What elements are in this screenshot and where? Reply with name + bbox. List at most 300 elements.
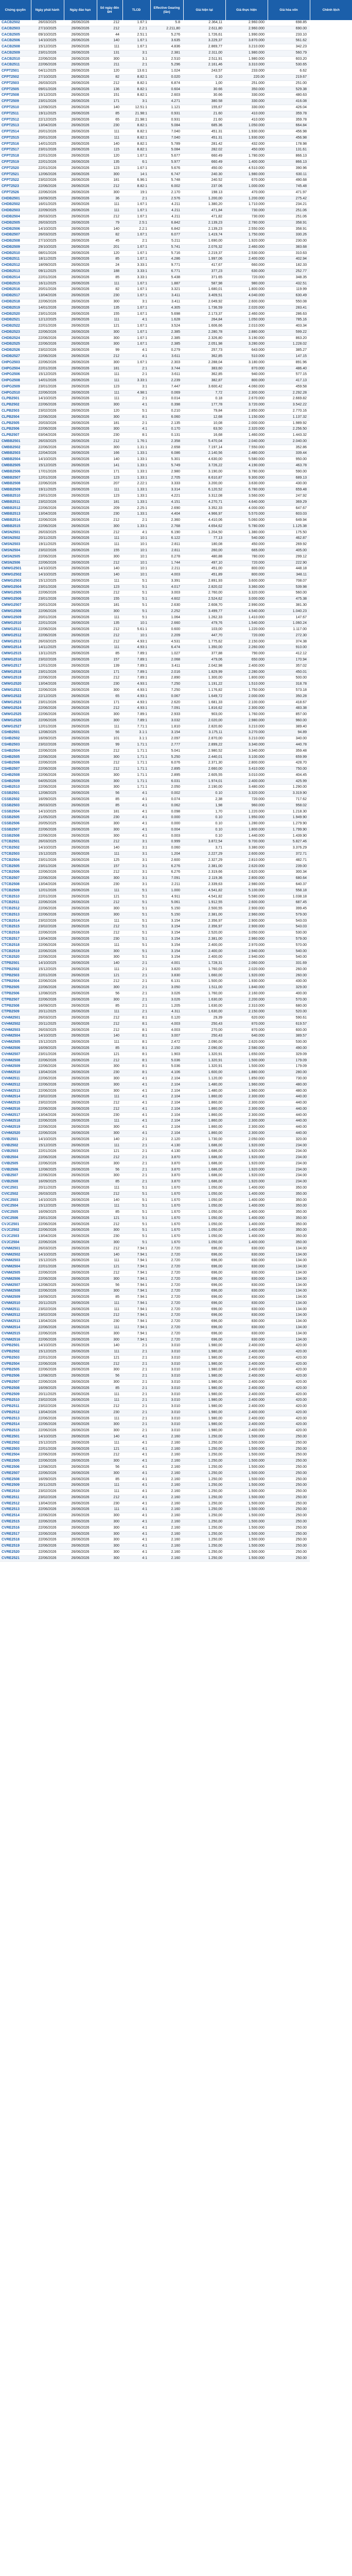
cell-breakeven-price: 570.00 — [268, 942, 310, 948]
table-row[interactable] — [0, 955, 352, 961]
table-row[interactable] — [0, 1477, 352, 1483]
table-row[interactable] — [0, 621, 352, 627]
table-row[interactable] — [0, 190, 352, 196]
cell-days-to-maturity: 300 — [97, 1544, 122, 1550]
table-row[interactable] — [0, 317, 352, 324]
table-row[interactable] — [0, 184, 352, 190]
table-row[interactable] — [0, 1525, 352, 1531]
table-row[interactable] — [0, 627, 352, 633]
table-row[interactable] — [0, 1222, 352, 1228]
table-row[interactable] — [0, 44, 352, 50]
table-row[interactable] — [0, 675, 352, 682]
header-cell-effective-gearing[interactable]: Effective Gearing (lần) — [150, 0, 183, 20]
table-row[interactable] — [0, 269, 352, 275]
table-row[interactable] — [0, 1143, 352, 1149]
table-row[interactable] — [0, 1046, 352, 1052]
table-row[interactable] — [0, 208, 352, 214]
table-row[interactable] — [0, 469, 352, 475]
table-row[interactable] — [0, 275, 352, 281]
table-row[interactable] — [0, 815, 352, 821]
table-row[interactable] — [0, 1033, 352, 1040]
header-cell-breakeven-price[interactable]: Giá hòa vốn — [268, 0, 310, 20]
table-row[interactable] — [0, 129, 352, 135]
table-row[interactable] — [0, 147, 352, 154]
table-row[interactable] — [0, 687, 352, 693]
header-cell-maturity-date[interactable]: Ngày đáo hạn — [64, 0, 97, 20]
table-row[interactable] — [0, 1422, 352, 1428]
table-row[interactable] — [0, 548, 352, 554]
table-row[interactable] — [0, 1470, 352, 1477]
table-row[interactable] — [0, 141, 352, 147]
cell-current-price: 362,85 — [183, 353, 225, 360]
table-row[interactable] — [0, 384, 352, 390]
table-row[interactable] — [0, 396, 352, 402]
table-row[interactable] — [0, 1410, 352, 1416]
table-row[interactable] — [0, 38, 352, 44]
table-row[interactable] — [0, 1118, 352, 1125]
table-row[interactable] — [0, 87, 352, 93]
table-row[interactable] — [0, 329, 352, 335]
table-row[interactable] — [0, 372, 352, 378]
table-row[interactable] — [0, 603, 352, 609]
table-row[interactable] — [0, 1015, 352, 1022]
cell-breakeven-price: 420.00 — [268, 1367, 310, 1374]
table-row[interactable] — [0, 1003, 352, 1009]
table-row[interactable] — [0, 154, 352, 160]
cell-warrant-code: CVIB2502 — [0, 1143, 31, 1149]
table-row[interactable] — [0, 99, 352, 105]
table-row[interactable] — [0, 463, 352, 469]
table-row[interactable] — [0, 712, 352, 718]
table-row[interactable] — [0, 172, 352, 178]
cell-effective-gearing: 5.716 — [150, 250, 183, 257]
table-row[interactable] — [0, 633, 352, 639]
table-row[interactable] — [0, 481, 352, 487]
table-row[interactable] — [0, 597, 352, 603]
table-row[interactable] — [0, 967, 352, 973]
table-row[interactable] — [0, 214, 352, 221]
table-row[interactable] — [0, 1380, 352, 1386]
table-row[interactable] — [0, 906, 352, 912]
table-row[interactable] — [0, 1058, 352, 1064]
table-row[interactable] — [0, 1549, 352, 1555]
table-row[interactable] — [0, 50, 352, 56]
table-row[interactable] — [0, 924, 352, 930]
table-row[interactable] — [0, 1361, 352, 1367]
table-row[interactable] — [0, 1252, 352, 1258]
table-row[interactable] — [0, 718, 352, 724]
table-row[interactable] — [0, 512, 352, 518]
table-row[interactable] — [0, 451, 352, 457]
table-row[interactable] — [0, 324, 352, 330]
table-row[interactable] — [0, 93, 352, 99]
table-row[interactable] — [0, 1210, 352, 1216]
table-row[interactable] — [0, 1112, 352, 1118]
table-row[interactable] — [0, 1155, 352, 1161]
header-cell-exercise-price[interactable]: Giá thực hiện — [225, 0, 268, 20]
table-row[interactable] — [0, 682, 352, 688]
table-row[interactable] — [0, 578, 352, 584]
table-row[interactable] — [0, 232, 352, 239]
table-row[interactable] — [0, 390, 352, 396]
table-row[interactable] — [0, 475, 352, 481]
table-row[interactable] — [0, 420, 352, 427]
table-row[interactable] — [0, 1167, 352, 1173]
table-row[interactable] — [0, 505, 352, 512]
table-row[interactable] — [0, 360, 352, 366]
table-row[interactable] — [0, 287, 352, 293]
table-row[interactable] — [0, 839, 352, 845]
table-row[interactable] — [0, 366, 352, 372]
table-row[interactable] — [0, 56, 352, 62]
table-row[interactable] — [0, 1052, 352, 1058]
header-cell-difference[interactable]: Chênh lệch — [310, 0, 352, 20]
table-row[interactable] — [0, 263, 352, 269]
table-row[interactable] — [0, 1258, 352, 1264]
table-row[interactable] — [0, 80, 352, 87]
table-row[interactable] — [0, 1100, 352, 1107]
table-row[interactable] — [0, 1355, 352, 1361]
table-row[interactable] — [0, 748, 352, 754]
table-row[interactable] — [0, 1130, 352, 1137]
header-cell-issue-date[interactable]: Ngày phát hành — [31, 0, 64, 20]
table-row[interactable] — [0, 353, 352, 360]
cell-breakeven-price: 299.12 — [268, 554, 310, 560]
table-row[interactable] — [0, 487, 352, 494]
table-row[interactable] — [0, 1282, 352, 1289]
table-row[interactable] — [0, 1446, 352, 1452]
table-row[interactable] — [0, 797, 352, 803]
table-row[interactable] — [0, 645, 352, 651]
cell-warrant-code: CVIC2502 — [0, 1191, 31, 1197]
table-row[interactable] — [0, 1392, 352, 1398]
table-row[interactable] — [0, 1246, 352, 1252]
cell-issue-date: 22/06/2026 — [31, 560, 64, 566]
cell-effective-gearing: 6.002 — [150, 184, 183, 190]
table-row[interactable] — [0, 402, 352, 409]
table-row[interactable] — [0, 1367, 352, 1374]
table-row[interactable] — [0, 1276, 352, 1282]
table-row[interactable] — [0, 414, 352, 420]
table-row[interactable] — [0, 948, 352, 955]
table-row[interactable] — [0, 1495, 352, 1501]
table-row[interactable] — [0, 530, 352, 536]
table-row[interactable] — [0, 257, 352, 263]
table-row[interactable] — [0, 1464, 352, 1470]
table-row[interactable] — [0, 1185, 352, 1192]
table-row[interactable] — [0, 1027, 352, 1033]
table-row[interactable] — [0, 1009, 352, 1015]
table-row[interactable] — [0, 111, 352, 117]
table-row[interactable] — [0, 669, 352, 675]
table-row[interactable] — [0, 1191, 352, 1197]
table-row[interactable] — [0, 135, 352, 141]
table-row[interactable] — [0, 1519, 352, 1525]
table-row[interactable] — [0, 985, 352, 991]
table-row[interactable] — [0, 1440, 352, 1446]
table-row[interactable] — [0, 1228, 352, 1234]
table-row[interactable] — [0, 754, 352, 760]
table-row[interactable] — [0, 1513, 352, 1519]
table-row[interactable] — [0, 724, 352, 730]
table-row[interactable] — [0, 566, 352, 572]
table-row[interactable] — [0, 1544, 352, 1550]
table-row[interactable] — [0, 615, 352, 621]
table-row[interactable] — [0, 1149, 352, 1155]
table-row[interactable] — [0, 572, 352, 579]
table-row[interactable] — [0, 1173, 352, 1179]
cell-warrant-code: CVPB2507 — [0, 1380, 31, 1386]
table-row[interactable] — [0, 457, 352, 463]
table-row[interactable] — [0, 281, 352, 287]
table-row[interactable] — [0, 1076, 352, 1082]
table-row[interactable] — [0, 1264, 352, 1270]
table-row[interactable] — [0, 900, 352, 906]
table-row[interactable] — [0, 833, 352, 839]
table-row[interactable] — [0, 32, 352, 38]
table-row[interactable] — [0, 912, 352, 918]
cell-warrant-code: CTCB2508 — [0, 882, 31, 888]
cell-maturity-date: 26/06/2026 — [64, 433, 97, 439]
table-row[interactable] — [0, 438, 352, 445]
table-row[interactable] — [0, 178, 352, 184]
table-row[interactable] — [0, 778, 352, 785]
table-row[interactable] — [0, 1349, 352, 1355]
table-row[interactable] — [0, 1234, 352, 1240]
cell-effective-gearing: 4.151 — [150, 499, 183, 505]
table-row[interactable] — [0, 870, 352, 876]
table-row[interactable] — [0, 785, 352, 791]
table-row[interactable] — [0, 1428, 352, 1434]
table-row[interactable] — [0, 1337, 352, 1343]
table-row[interactable] — [0, 1106, 352, 1112]
cell-breakeven-price: 540.00 — [268, 955, 310, 961]
table-row[interactable] — [0, 409, 352, 415]
table-row[interactable] — [0, 117, 352, 123]
table-row[interactable] — [0, 1082, 352, 1088]
table-row[interactable] — [0, 499, 352, 505]
table-row[interactable] — [0, 445, 352, 451]
table-row[interactable] — [0, 1137, 352, 1143]
table-row[interactable] — [0, 1240, 352, 1246]
cell-breakeven-price: 134.00 — [268, 1337, 310, 1343]
cell-current-price: 180,08 — [183, 542, 225, 548]
table-row[interactable] — [0, 1331, 352, 1337]
table-row[interactable] — [0, 736, 352, 742]
table-row[interactable] — [0, 590, 352, 597]
table-row[interactable] — [0, 876, 352, 882]
cell-conversion-ratio: 8:1 — [122, 1064, 150, 1070]
table-row[interactable] — [0, 299, 352, 305]
table-row[interactable] — [0, 1416, 352, 1422]
cell-effective-gearing: 5.036 — [150, 1064, 183, 1070]
table-row[interactable] — [0, 706, 352, 712]
table-row[interactable] — [0, 196, 352, 202]
table-row[interactable] — [0, 894, 352, 900]
table-row[interactable] — [0, 608, 352, 615]
table-row[interactable] — [0, 1434, 352, 1440]
table-row[interactable] — [0, 1289, 352, 1295]
table-row[interactable] — [0, 1161, 352, 1167]
table-row[interactable] — [0, 69, 352, 75]
table-row[interactable] — [0, 226, 352, 232]
table-row[interactable] — [0, 1307, 352, 1313]
table-row[interactable] — [0, 1313, 352, 1319]
header-cell-current-price[interactable]: Giá hiện tại — [183, 0, 225, 20]
table-row[interactable] — [0, 1343, 352, 1349]
cell-conversion-ratio: 2:1 — [122, 1173, 150, 1179]
cell-current-price: 2.500,55 — [183, 906, 225, 912]
cell-exercise-price: 1.400.000 — [225, 1204, 268, 1210]
table-row[interactable] — [0, 123, 352, 129]
table-row[interactable] — [0, 311, 352, 317]
table-row[interactable] — [0, 542, 352, 548]
cell-warrant-code: CFPT2523 — [0, 184, 31, 190]
table-row[interactable] — [0, 730, 352, 736]
table-row[interactable] — [0, 518, 352, 524]
table-row[interactable] — [0, 930, 352, 937]
table-row[interactable] — [0, 1197, 352, 1204]
cell-maturity-date: 26/06/2026 — [64, 845, 97, 852]
table-row[interactable] — [0, 536, 352, 542]
cell-days-to-maturity: 300 — [97, 1519, 122, 1525]
table-row[interactable] — [0, 1125, 352, 1131]
table-row[interactable] — [0, 1070, 352, 1076]
table-row[interactable] — [0, 973, 352, 979]
table-row[interactable] — [0, 991, 352, 997]
table-row[interactable] — [0, 651, 352, 657]
table-row[interactable] — [0, 767, 352, 773]
table-row[interactable] — [0, 378, 352, 384]
table-row[interactable] — [0, 427, 352, 433]
table-row[interactable] — [0, 1204, 352, 1210]
cell-maturity-date: 26/06/2026 — [64, 129, 97, 135]
table-row[interactable] — [0, 918, 352, 924]
table-row[interactable] — [0, 791, 352, 797]
table-row[interactable] — [0, 1483, 352, 1489]
table-row[interactable] — [0, 942, 352, 948]
table-row[interactable] — [0, 1385, 352, 1392]
cell-warrant-code: CSHB2508 — [0, 772, 31, 778]
table-row[interactable] — [0, 293, 352, 299]
table-row[interactable] — [0, 62, 352, 69]
table-row[interactable] — [0, 348, 352, 354]
table-row[interactable] — [0, 20, 352, 26]
table-row[interactable] — [0, 997, 352, 1003]
table-row[interactable] — [0, 961, 352, 967]
cell-days-to-maturity: 300 — [97, 833, 122, 839]
table-row[interactable] — [0, 772, 352, 778]
table-row[interactable] — [0, 433, 352, 439]
table-row[interactable] — [0, 803, 352, 809]
header-cell-days-to-maturity[interactable]: Số ngày đến ĐH — [97, 0, 122, 20]
table-row[interactable] — [0, 165, 352, 172]
cell-conversion-ratio: 10:1 — [122, 536, 150, 542]
table-row[interactable] — [0, 1300, 352, 1307]
table-row[interactable] — [0, 1215, 352, 1222]
table-row[interactable] — [0, 1452, 352, 1459]
cell-breakeven-price: 857.00 — [268, 712, 310, 718]
table-row[interactable] — [0, 1537, 352, 1544]
table-row[interactable] — [0, 1064, 352, 1070]
table-row[interactable] — [0, 639, 352, 645]
table-row[interactable] — [0, 1459, 352, 1465]
table-row[interactable] — [0, 1374, 352, 1380]
table-row[interactable] — [0, 1295, 352, 1301]
cell-breakeven-price: 482.71 — [268, 857, 310, 863]
table-row[interactable] — [0, 1507, 352, 1513]
table-row[interactable] — [0, 742, 352, 748]
table-row[interactable] — [0, 554, 352, 560]
table-row[interactable] — [0, 244, 352, 250]
table-row[interactable] — [0, 1531, 352, 1537]
table-row[interactable] — [0, 1040, 352, 1046]
table-row[interactable] — [0, 342, 352, 348]
table-row[interactable] — [0, 852, 352, 858]
table-row[interactable] — [0, 863, 352, 870]
table-row[interactable] — [0, 1021, 352, 1027]
table-row[interactable] — [0, 827, 352, 833]
table-row[interactable] — [0, 523, 352, 530]
table-row[interactable] — [0, 159, 352, 165]
table-row[interactable] — [0, 1325, 352, 1331]
table-row[interactable] — [0, 845, 352, 852]
table-row[interactable] — [0, 335, 352, 342]
table-row[interactable] — [0, 1501, 352, 1507]
table-row[interactable] — [0, 75, 352, 81]
table-row[interactable] — [0, 105, 352, 111]
table-row[interactable] — [0, 888, 352, 894]
header-cell-conversion-ratio[interactable]: TLCĐ — [122, 0, 150, 20]
cell-maturity-date: 26/06/2026 — [64, 226, 97, 232]
table-row[interactable] — [0, 1088, 352, 1094]
table-row[interactable] — [0, 821, 352, 827]
table-row[interactable] — [0, 493, 352, 499]
table-row[interactable] — [0, 663, 352, 669]
table-row[interactable] — [0, 809, 352, 815]
table-row[interactable] — [0, 202, 352, 208]
table-row[interactable] — [0, 239, 352, 245]
table-row[interactable] — [0, 979, 352, 985]
table-row[interactable] — [0, 26, 352, 32]
table-row[interactable] — [0, 305, 352, 311]
cell-maturity-date: 26/06/2026 — [64, 1210, 97, 1216]
table-row[interactable] — [0, 1555, 352, 1562]
table-row[interactable] — [0, 220, 352, 226]
table-row[interactable] — [0, 882, 352, 888]
table-row[interactable] — [0, 560, 352, 566]
header-cell-warrant-code[interactable]: Chứng quyền — [0, 0, 31, 20]
table-row[interactable] — [0, 936, 352, 942]
table-row[interactable] — [0, 1094, 352, 1100]
cell-current-price: 696,00 — [183, 1337, 225, 1343]
table-row[interactable] — [0, 857, 352, 863]
table-row[interactable] — [0, 760, 352, 767]
table-row[interactable] — [0, 1270, 352, 1276]
table-row[interactable] — [0, 584, 352, 590]
table-row[interactable] — [0, 657, 352, 664]
cell-effective-gearing: 2.104 — [150, 1088, 183, 1094]
table-row[interactable] — [0, 1319, 352, 1325]
table-row[interactable] — [0, 1398, 352, 1404]
cell-days-to-maturity: 85 — [97, 257, 122, 263]
table-row[interactable] — [0, 250, 352, 257]
table-row[interactable] — [0, 1179, 352, 1185]
table-row[interactable] — [0, 693, 352, 700]
table-row[interactable] — [0, 700, 352, 706]
table-row[interactable] — [0, 1404, 352, 1410]
table-row[interactable] — [0, 1489, 352, 1495]
